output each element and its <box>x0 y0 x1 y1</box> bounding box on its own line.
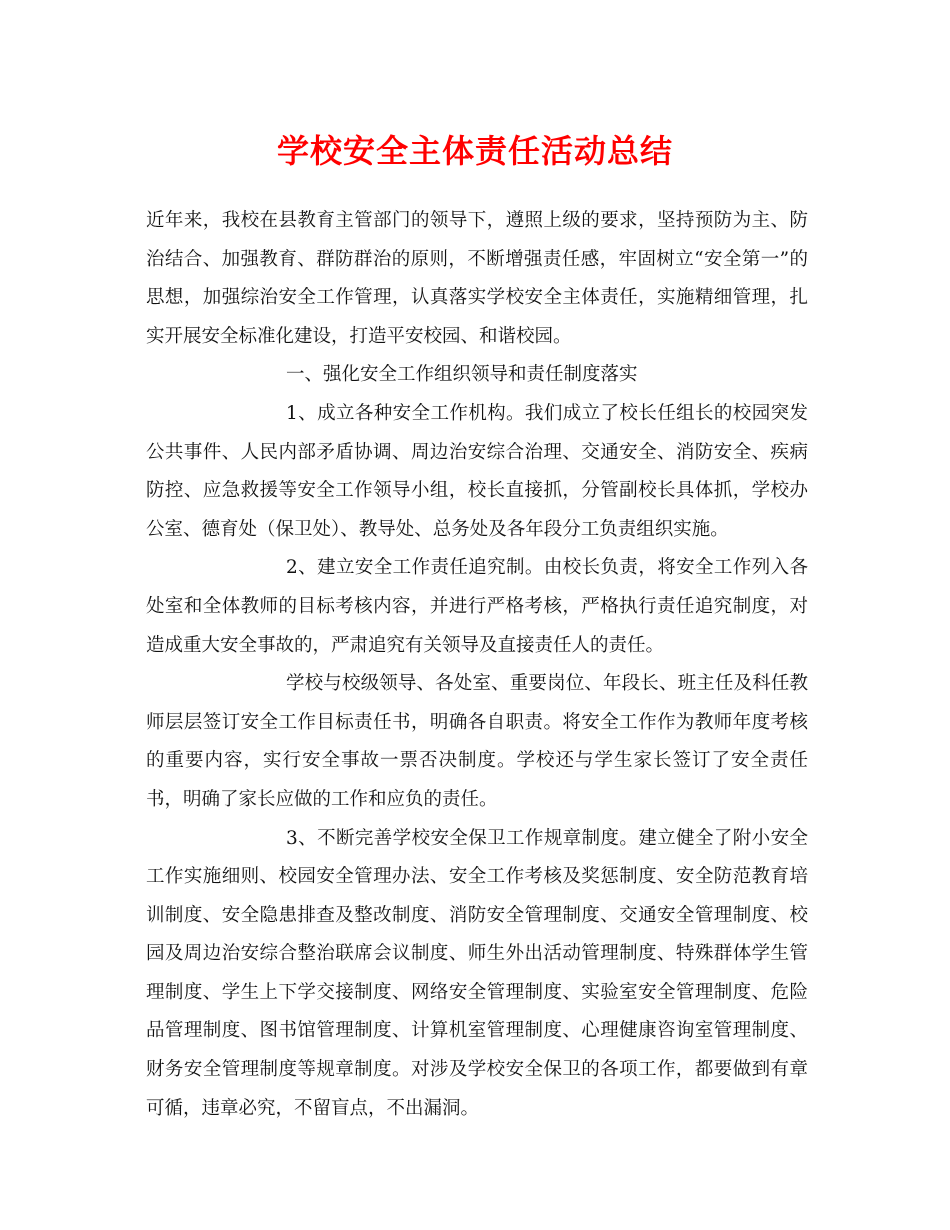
paragraph-item-2: 2、建立安全工作责任追究制。由校长负责，将安全工作列入各处室和全体教师的目标考核内容，并进行严格考核，严格执行责任追究制度，对造成重大安全事故的，严肃追究有关领导及直接责任人的责任。 <box>146 557 808 656</box>
document-body <box>146 202 808 1128</box>
paragraph-intro: 近年来，我校在县教育主管部门的领导下，遵照上级的要求，坚持预防为主、防治结合、加强教育、群防群治的原则，不断增强责任感，牢固树立“安全第一”的思想，加强综治安全工作管理，认真落实学校安全主体责任，实施精细管理，扎实开展安全标准化建设，打造平安校园、和谐校园。 <box>146 210 808 347</box>
paragraph-responsibility: 学校与校级领导、各处室、重要岗位、年段长、班主任及科任教师层层签订安全工作目标责任书，明确各自职责。将安全工作作为教师年度考核的重要内容，实行安全事故一票否决制度。学校还与学生家长签订了安全责任书，明确了家长应做的工作和应负的责任。 <box>146 673 808 810</box>
paragraph-item-1: 1、成立各种安全工作机构。我们成立了校长任组长的校园突发公共事件、人民内部矛盾协调、周边治安综合治理、交通安全、消防安全、疾病防控、应急救援等安全工作领导小组，校长直接抓，分管副校长具体抓，学校办公室、德育处（保卫处）、教导处、总务处及各年段分工负责组织实施。 <box>146 402 808 540</box>
document-title: 学校安全主体责任活动总结 <box>276 132 673 170</box>
paragraph-item-3: 3、不断完善学校安全保卫工作规章制度。建立健全了附小安全工作实施细则、校园安全管理办法、安全工作考核及奖惩制度、安全防范教育培训制度、安全隐患排查及整改制度、消防安全管理制度、交通安全管理制度、校园及周边治安综合整治联席会议制度、师生外出活动管理制度、特殊群体学生管理制度、学生上下学交接制度、网络安全管理制度、实验室安全管理制度、危险品管理制度、图书馆管理制度、计算机室管理制度、心理健康咨询室管理制度、财务安全管理制度等规章制度。对涉及学校安全保卫的各项工作，都要做到有章可循，违章必究，不留盲点，不出漏洞。 <box>146 827 808 1119</box>
section-heading-1: 一、强化安全工作组织领导和责任制度落实 <box>286 364 638 386</box>
